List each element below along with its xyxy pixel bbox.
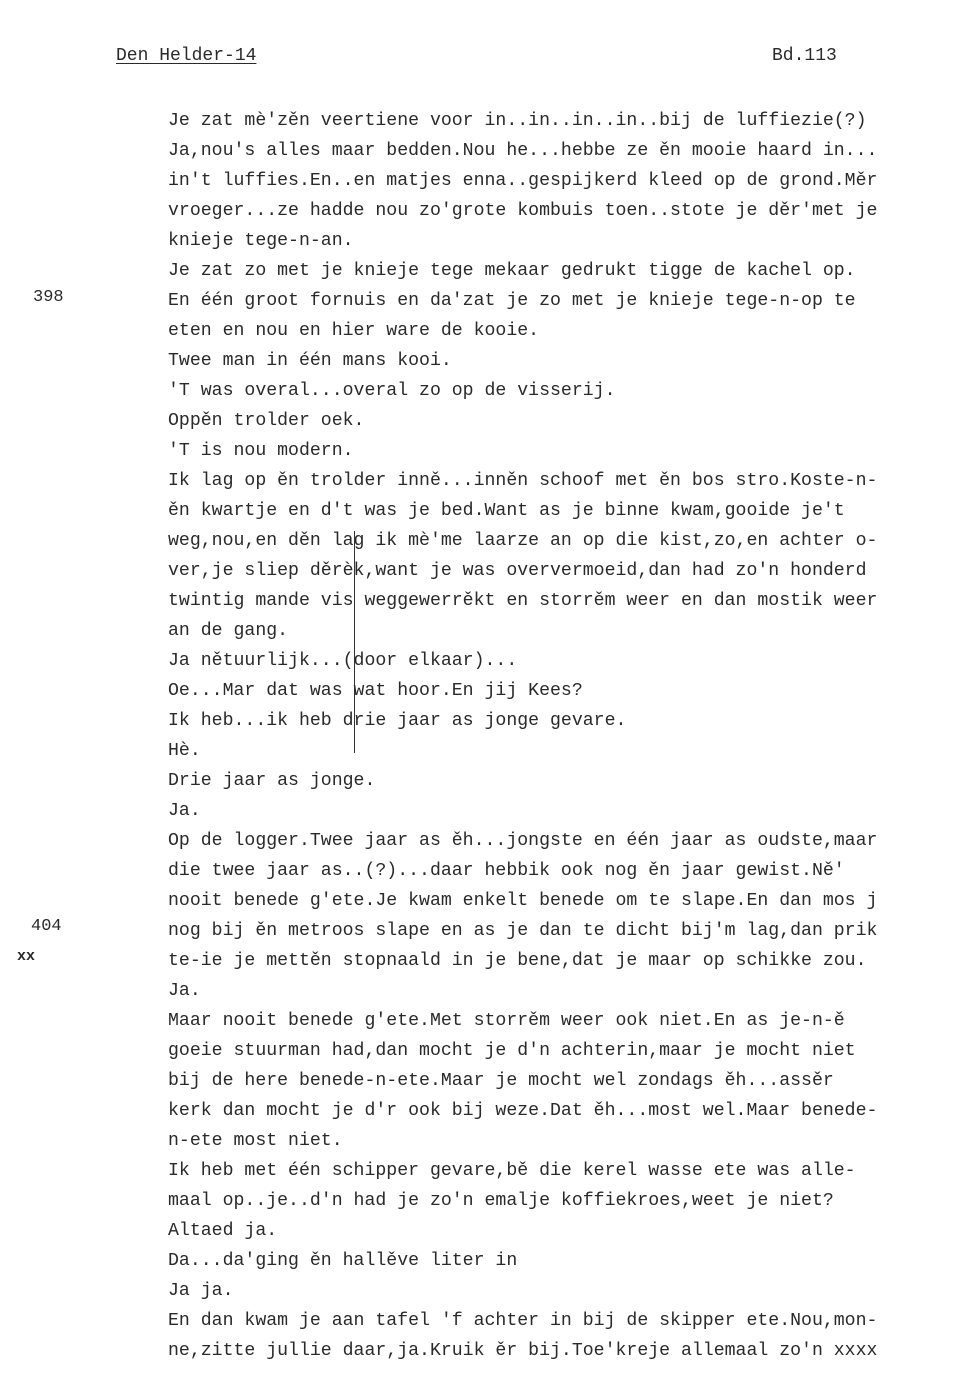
transcript-line: En dan kwam je aan tafel 'f achter in bij de skipper ete.Nou,mon-	[168, 1311, 878, 1331]
transcript-line: ne,zitte jullie daar,ja.Kruik ěr bij.Toe'kreje allemaal zo'n xxxx	[168, 1341, 878, 1361]
transcript-line: nog bij ěn metroos slape en as je dan te dicht bij'm lag,dan prik	[168, 921, 878, 941]
transcript-line: n-ete most niet.	[168, 1131, 343, 1151]
transcript-line: maal op..je..d'n had je zo'n emalje koffiekroes,weet je niet?	[168, 1191, 834, 1211]
transcript-line: Oppěn trolder oek.	[168, 411, 365, 431]
transcript-line: te-ie je mettěn stopnaald in je bene,dat je maar op schikke zou.	[168, 951, 867, 971]
transcript-body	[168, 106, 958, 1366]
page-header-title: Den Helder-14	[116, 46, 257, 66]
transcript-line: twintig mande vis weggewerrěkt en storrěm weer en dan mostik weer	[168, 591, 878, 611]
transcript-line: vroeger...ze hadde nou zo'grote kombuis toen..stote je děr'met je	[168, 201, 878, 221]
transcript-line: Hè.	[168, 741, 201, 761]
transcript-line: Ja.	[168, 981, 201, 1001]
transcript-line: in't luffies.En..en matjes enna..gespijkerd kleed op de grond.Měr	[168, 171, 878, 191]
transcript-line: Da...da'ging ěn hallěve liter in	[168, 1251, 518, 1271]
transcript-line: Je zat mè'zěn veertiene voor in..in..in..in..bij de luffiezie(?)	[168, 111, 867, 131]
transcript-line: ver,je sliep děrèk,want je was oververmoeid,dan had zo'n honderd	[168, 561, 867, 581]
page-header-volume: Bd.113	[772, 46, 837, 66]
margin-line-number: 404	[31, 917, 62, 936]
transcript-line: Je zat zo met je knieje tege mekaar gedrukt tigge de kachel op.	[168, 261, 856, 281]
transcript-line: bij de here benede-n-ete.Maar je mocht wel zondags ěh...assěr	[168, 1071, 834, 1091]
transcript-line: Drie jaar as jonge.	[168, 771, 376, 791]
transcript-line: goeie stuurman had,dan mocht je d'n achterin,maar je mocht niet	[168, 1041, 856, 1061]
transcript-line: Ja.	[168, 801, 201, 821]
transcript-line: Maar nooit benede g'ete.Met storrěm weer ook niet.En as je-n-ě	[168, 1011, 845, 1031]
transcript-line: Ja,nou's alles maar bedden.Nou he...hebbe ze ěn mooie haard in...	[168, 141, 878, 161]
transcript-line: 'T was overal...overal zo op de visserij.	[168, 381, 616, 401]
transcript-line: Ik lag op ěn trolder inně...inněn schoof met ěn bos stro.Koste-n-	[168, 471, 878, 491]
transcript-line: En één groot fornuis en da'zat je zo met je knieje tege-n-op te	[168, 291, 856, 311]
margin-mark: xx	[17, 948, 36, 965]
margin-line-number: 398	[33, 288, 64, 307]
transcript-line: Oe...Mar dat was wat hoor.En jij Kees?	[168, 681, 583, 701]
transcript-line: Twee man in één mans kooi.	[168, 351, 452, 371]
transcript-line: Ik heb met één schipper gevare,bě die kerel wasse ete was alle-	[168, 1161, 856, 1181]
transcript-line: Altaed ja.	[168, 1221, 278, 1241]
transcript-line: an de gang.	[168, 621, 289, 641]
transcript-line: Ja ja.	[168, 1281, 234, 1301]
transcript-line: Ja nětuurlijk...(door elkaar)...	[168, 651, 518, 671]
transcript-line: weg,nou,en děn lag ik mè'me laarze an op die kist,zo,en achter o-	[168, 531, 878, 551]
transcript-line: nooit benede g'ete.Je kwam enkelt benede om te slape.En dan mos j	[168, 891, 878, 911]
transcript-line: 'T is nou modern.	[168, 441, 354, 461]
transcript-line: kerk dan mocht je d'r ook bij weze.Dat ěh...most wel.Maar benede-	[168, 1101, 878, 1121]
transcript-line: die twee jaar as..(?)...daar hebbik ook nog ěn jaar gewist.Ně'	[168, 861, 845, 881]
transcript-line: ěn kwartje en d't was je bed.Want as je binne kwam,gooide je't	[168, 501, 845, 521]
transcript-line: eten en nou en hier ware de kooie.	[168, 321, 540, 341]
transcript-line: Ik heb...ik heb drie jaar as jonge gevare.	[168, 711, 627, 731]
transcript-line: knieje tege-n-an.	[168, 231, 354, 251]
transcript-line: Op de logger.Twee jaar as ěh...jongste en één jaar as oudste,maar	[168, 831, 878, 851]
